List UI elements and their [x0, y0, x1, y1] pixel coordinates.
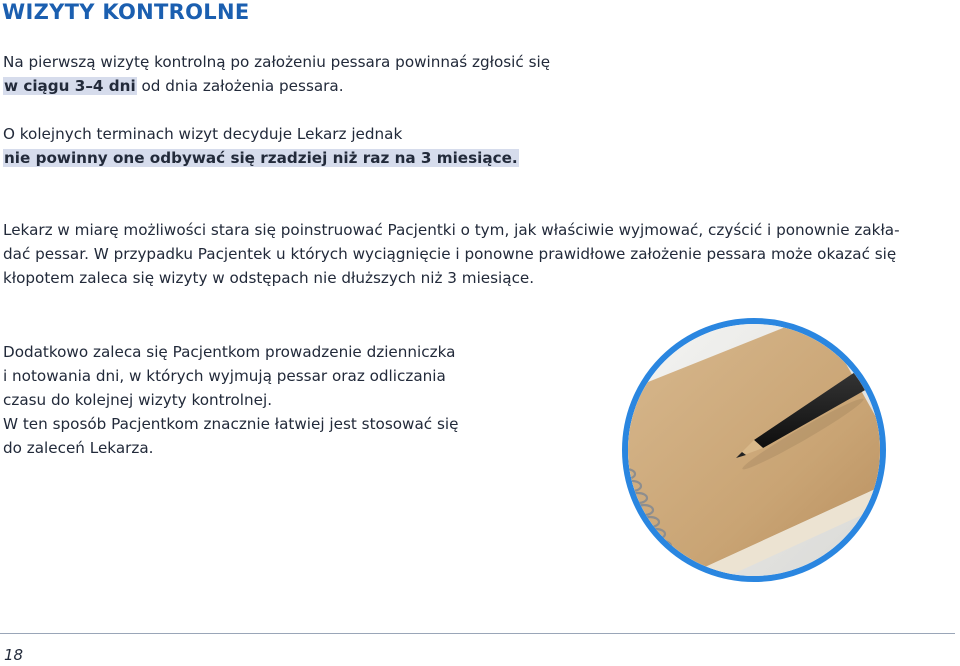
notebook-pencil-photo [622, 318, 886, 582]
page-title: WIZYTY KONTROLNE [2, 0, 250, 24]
paragraph-text: od dnia założenia pessara. [136, 77, 344, 95]
highlight-frequency: nie powinny one odbywać się rzadziej niż raz na 3 miesiące. [4, 149, 518, 167]
paragraph-line: do zaleceń Lekarza. [3, 439, 154, 457]
paragraph-line [3, 74, 643, 98]
paragraph-line: dać pessar. W przypadku Pacjentek u których wyciągnięcie i ponowne prawidłowe założenie pessara może okazać się [3, 245, 897, 263]
paragraph-next-visits [3, 122, 643, 170]
paragraph-line [3, 146, 643, 170]
notebook-pencil-illustration [628, 324, 880, 576]
page-number: 18 [4, 646, 24, 664]
paragraph-line: kłopotem zaleca się wizyty w odstępach nie dłuższych niż 3 miesiące. [3, 269, 535, 287]
paragraph-line: Na pierwszą wizytę kontrolną po założeniu pessara powinnaś zgłosić się [3, 53, 551, 71]
footer-divider [0, 633, 955, 634]
paragraph-first-visit [3, 50, 643, 98]
paragraph-line: W ten sposób Pacjentkom znacznie łatwiej jest stosować się [3, 415, 459, 433]
highlight-days: w ciągu 3–4 dni [4, 77, 136, 95]
paragraph-diary [3, 340, 513, 460]
paragraph-line: O kolejnych terminach wizyt decyduje Lekarz jednak [3, 125, 403, 143]
paragraph-instructions [3, 218, 948, 290]
paragraph-line: czasu do kolejnej wizyty kontrolnej. [3, 391, 273, 409]
paragraph-line: i notowania dni, w których wyjmują pessar oraz odliczania [3, 367, 446, 385]
paragraph-line: Dodatkowo zaleca się Pacjentkom prowadzenie dzienniczka [3, 343, 456, 361]
paragraph-line: Lekarz w miarę możliwości stara się poinstruować Pacjentki o tym, jak właściwie wyjmować, czyścić i ponownie zakła- [3, 221, 900, 239]
